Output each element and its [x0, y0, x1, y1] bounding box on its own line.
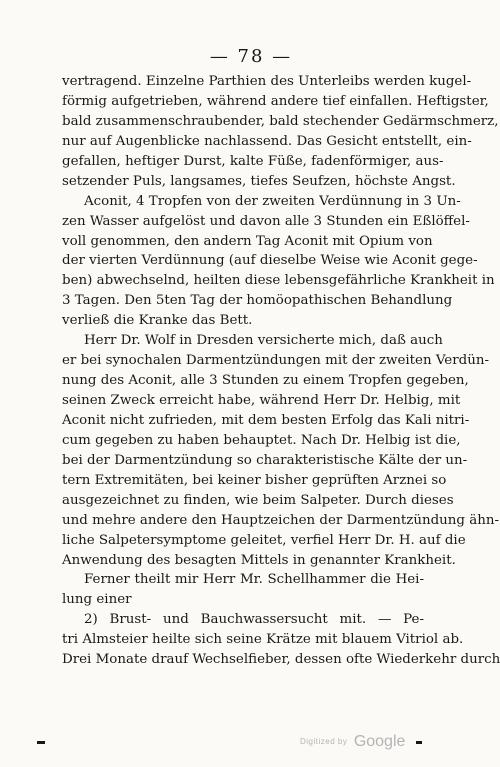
text-line: lung einer: [62, 592, 132, 608]
google-logo: Google: [353, 733, 406, 750]
text-line: bei der Darmentzündung so charakteristische Kälte der un-: [62, 452, 468, 468]
text-line: verließ die Kranke das Bett.: [62, 313, 253, 329]
text-line: voll genommen, den andern Tag Aconit mit Opium von: [62, 233, 433, 249]
text-line: Aconit nicht zufrieden, mit dem besten Erfolg das Kali nitri-: [62, 412, 470, 428]
margin-mark-left: [37, 741, 45, 744]
text-line: seinen Zweck erreicht habe, während Herr Dr. Helbig, mit: [62, 393, 461, 408]
text-line: tern Extremitäten, bei keiner bisher geprüften Arznei so: [62, 472, 447, 488]
text-line: gefallen, heftiger Durst, kalte Füße, fadenförmiger, aus-: [62, 153, 444, 169]
margin-mark-right: [416, 741, 422, 744]
text-line: er bei synochalen Darmentzündungen mit der zweiten Verdün-: [62, 353, 489, 369]
text-line: setzender Puls, langsames, tiefes Seufzen, höchste Angst.: [62, 173, 456, 189]
text-line: 3 Tagen. Den 5ten Tag der homöopathischen Behandlung: [62, 293, 453, 309]
text-line: vertragend. Einzelne Parthien des Unterleibs werden kugel-: [62, 74, 472, 89]
text-line: Aconit, 4 Tropfen von der zweiten Verdünnung in 3 Un-: [84, 193, 461, 209]
text-line: Ferner theilt mir Herr Mr. Schellhammer die Hei-: [84, 572, 424, 588]
text-line: ausgezeichnet zu finden, wie beim Salpeter. Durch dieses: [62, 492, 454, 508]
watermark-prefix: Digitized by: [300, 737, 348, 746]
text-line: bald zusammenschraubender, bald stechender Gedärmschmerz,: [62, 113, 499, 129]
body-text: [62, 72, 500, 670]
text-line: Anwendung des besagten Mittels in genannter Krankheit.: [62, 552, 456, 568]
text-line: 2) Brust- und Bauchwassersucht mit. — Pe-: [84, 612, 424, 628]
digitized-watermark: [300, 733, 405, 751]
text-line: förmig aufgetrieben, während andere tief einfallen. Heftigster,: [62, 93, 489, 109]
text-line: Herr Dr. Wolf in Dresden versicherte mich, daß auch: [84, 333, 443, 349]
text-line: und mehre andere den Hauptzeichen der Darmentzündung ähn-: [62, 512, 500, 528]
page-number: — 78 —: [209, 46, 293, 67]
text-line: Drei Monate drauf Wechselfieber, dessen ofte Wiederkehr durch: [62, 652, 500, 668]
text-line: nung des Aconit, alle 3 Stunden zu einem Tropfen gegeben,: [62, 373, 469, 389]
text-line: zen Wasser aufgelöst und davon alle 3 Stunden ein Eßlöffel-: [62, 213, 470, 229]
text-line: cum gegeben zu haben behauptet. Nach Dr. Helbig ist die,: [62, 432, 461, 448]
text-line: liche Salpetersymptome geleitet, verfiel Herr Dr. H. auf die: [62, 532, 466, 548]
text-line: der vierten Verdünnung (auf dieselbe Weise wie Aconit gege-: [62, 253, 478, 269]
text-line: tri Almsteier heilte sich seine Krätze mit blauem Vitriol ab.: [62, 632, 464, 648]
text-line: nur auf Augenblicke nachlassend. Das Gesicht entstellt, ein-: [62, 133, 472, 149]
text-line: ben) abwechselnd, heilten diese lebensgefährliche Krankheit in: [62, 273, 495, 289]
